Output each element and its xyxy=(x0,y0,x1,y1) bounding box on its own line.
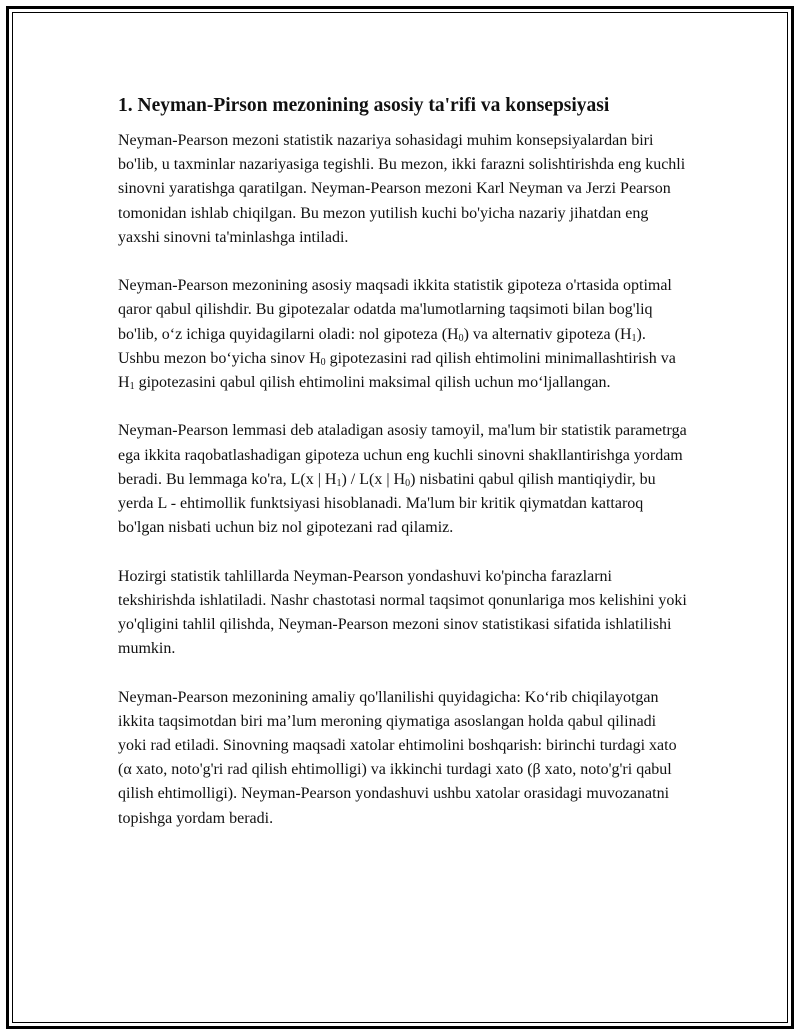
text-segment: Neyman-Pearson lemmasi deb ataladigan asosiy tamoyil, ma'lum bir statistik parametrga ega ikkita raqobatlashadigan gipoteza uchun eng kuchli sinovni shakllantirishga yordam beradi. Bu lemmaga ko'ra, L(x | H xyxy=(118,422,687,488)
text-segment: ). Ushbu mezon bo‘yicha sinov H xyxy=(118,325,646,367)
section-heading: 1. Neyman-Pirson mezonining asosiy ta'rifi va konsepsiyasi xyxy=(118,95,610,116)
paragraph-lemma xyxy=(118,419,688,540)
paragraph-intro: Neyman-Pearson mezoni statistik nazariya sohasidagi muhim konsepsiyalardan biri bo'lib, u taxminlar nazariyasiga tegishli. Bu mezon, ikki farazni solishtirishda eng kuchli sinovni yaratishga qaratilgan. Neyman-Pearson mezoni Karl Neyman va Jerzi Pearson tomonidan ishlab chiqilgan. Bu mezon yutilish kuchi bo'yicha nazariy jihatdan eng yaxshi sinovni ta'minlashga intiladi. xyxy=(118,132,686,246)
subscript: 1 xyxy=(631,332,637,344)
text-segment: Neyman-Pearson mezonining asosiy maqsadi ikkita statistik gipoteza o'rtasida optimal qaror qabul qilishdir. Bu gipotezalar odatda ma'lumotlarning taqsimoti bilan bog'liq bo'lib, o‘z ichiga quyidagilarni oladi: nol gipoteza (H xyxy=(118,277,672,343)
paragraph-usage: Hozirgi statistik tahlillarda Neyman-Pearson yondashuvi ko'pincha farazlarni tekshirishda ishlatiladi. Nashr chastotasi normal taqsimot qonunlariga mos kelishini yoki yo'qligini tahlil qilishda, Neyman-Pearson mezoni sinov statistikasi sifatida ishlatilishi mumkin. xyxy=(118,567,687,658)
subscript: 0 xyxy=(320,356,326,368)
subscript: 1 xyxy=(129,381,135,393)
text-segment: ) va alternativ gipoteza (H xyxy=(463,325,632,343)
subscript: 0 xyxy=(458,332,464,344)
text-segment: ) / L(x | H xyxy=(341,470,406,488)
subscript: 1 xyxy=(336,477,342,489)
text-segment: gipotezasini rad qilish ehtimolini minimallashtirish va H xyxy=(118,349,676,392)
text-segment: ) nisbatini qabul qilish mantiqiydir, bu yerda L - ehtimollik funktsiyasi hisoblanadi. Ma'lum bir kritik qiymatdan kattaroq bo'lgan nisbati uchun biz nol gipotezani rad qilamiz. xyxy=(118,470,656,537)
document-body xyxy=(118,93,688,855)
text-segment: gipotezasini qabul qilish ehtimolini maksimal qilish uchun mo‘ljallangan. xyxy=(134,374,611,392)
paragraph-practical: Neyman-Pearson mezonining amaliy qo'llanilishi quyidagicha: Ko‘rib chiqilayotgan ikkita taqsimotdan biri ma’lum meroning qiymatiga asoslangan holda qabul qilinadi yoki rad etiladi. Sinovning maqsadi xatolar ehtimolini boshqarish: birinchi turdagi xato (α xato, noto'g'ri rad qilish ehtimolligi) va ikkinchi turdagi xato (β xato, noto'g'ri qabul qilish ehtimolligi). Neyman-Pearson yondashuvi ushbu xatolar orasidagi muvozanatni topishga yordam beradi. xyxy=(118,688,677,827)
paragraph-hypotheses xyxy=(118,274,688,395)
subscript: 0 xyxy=(405,477,411,489)
